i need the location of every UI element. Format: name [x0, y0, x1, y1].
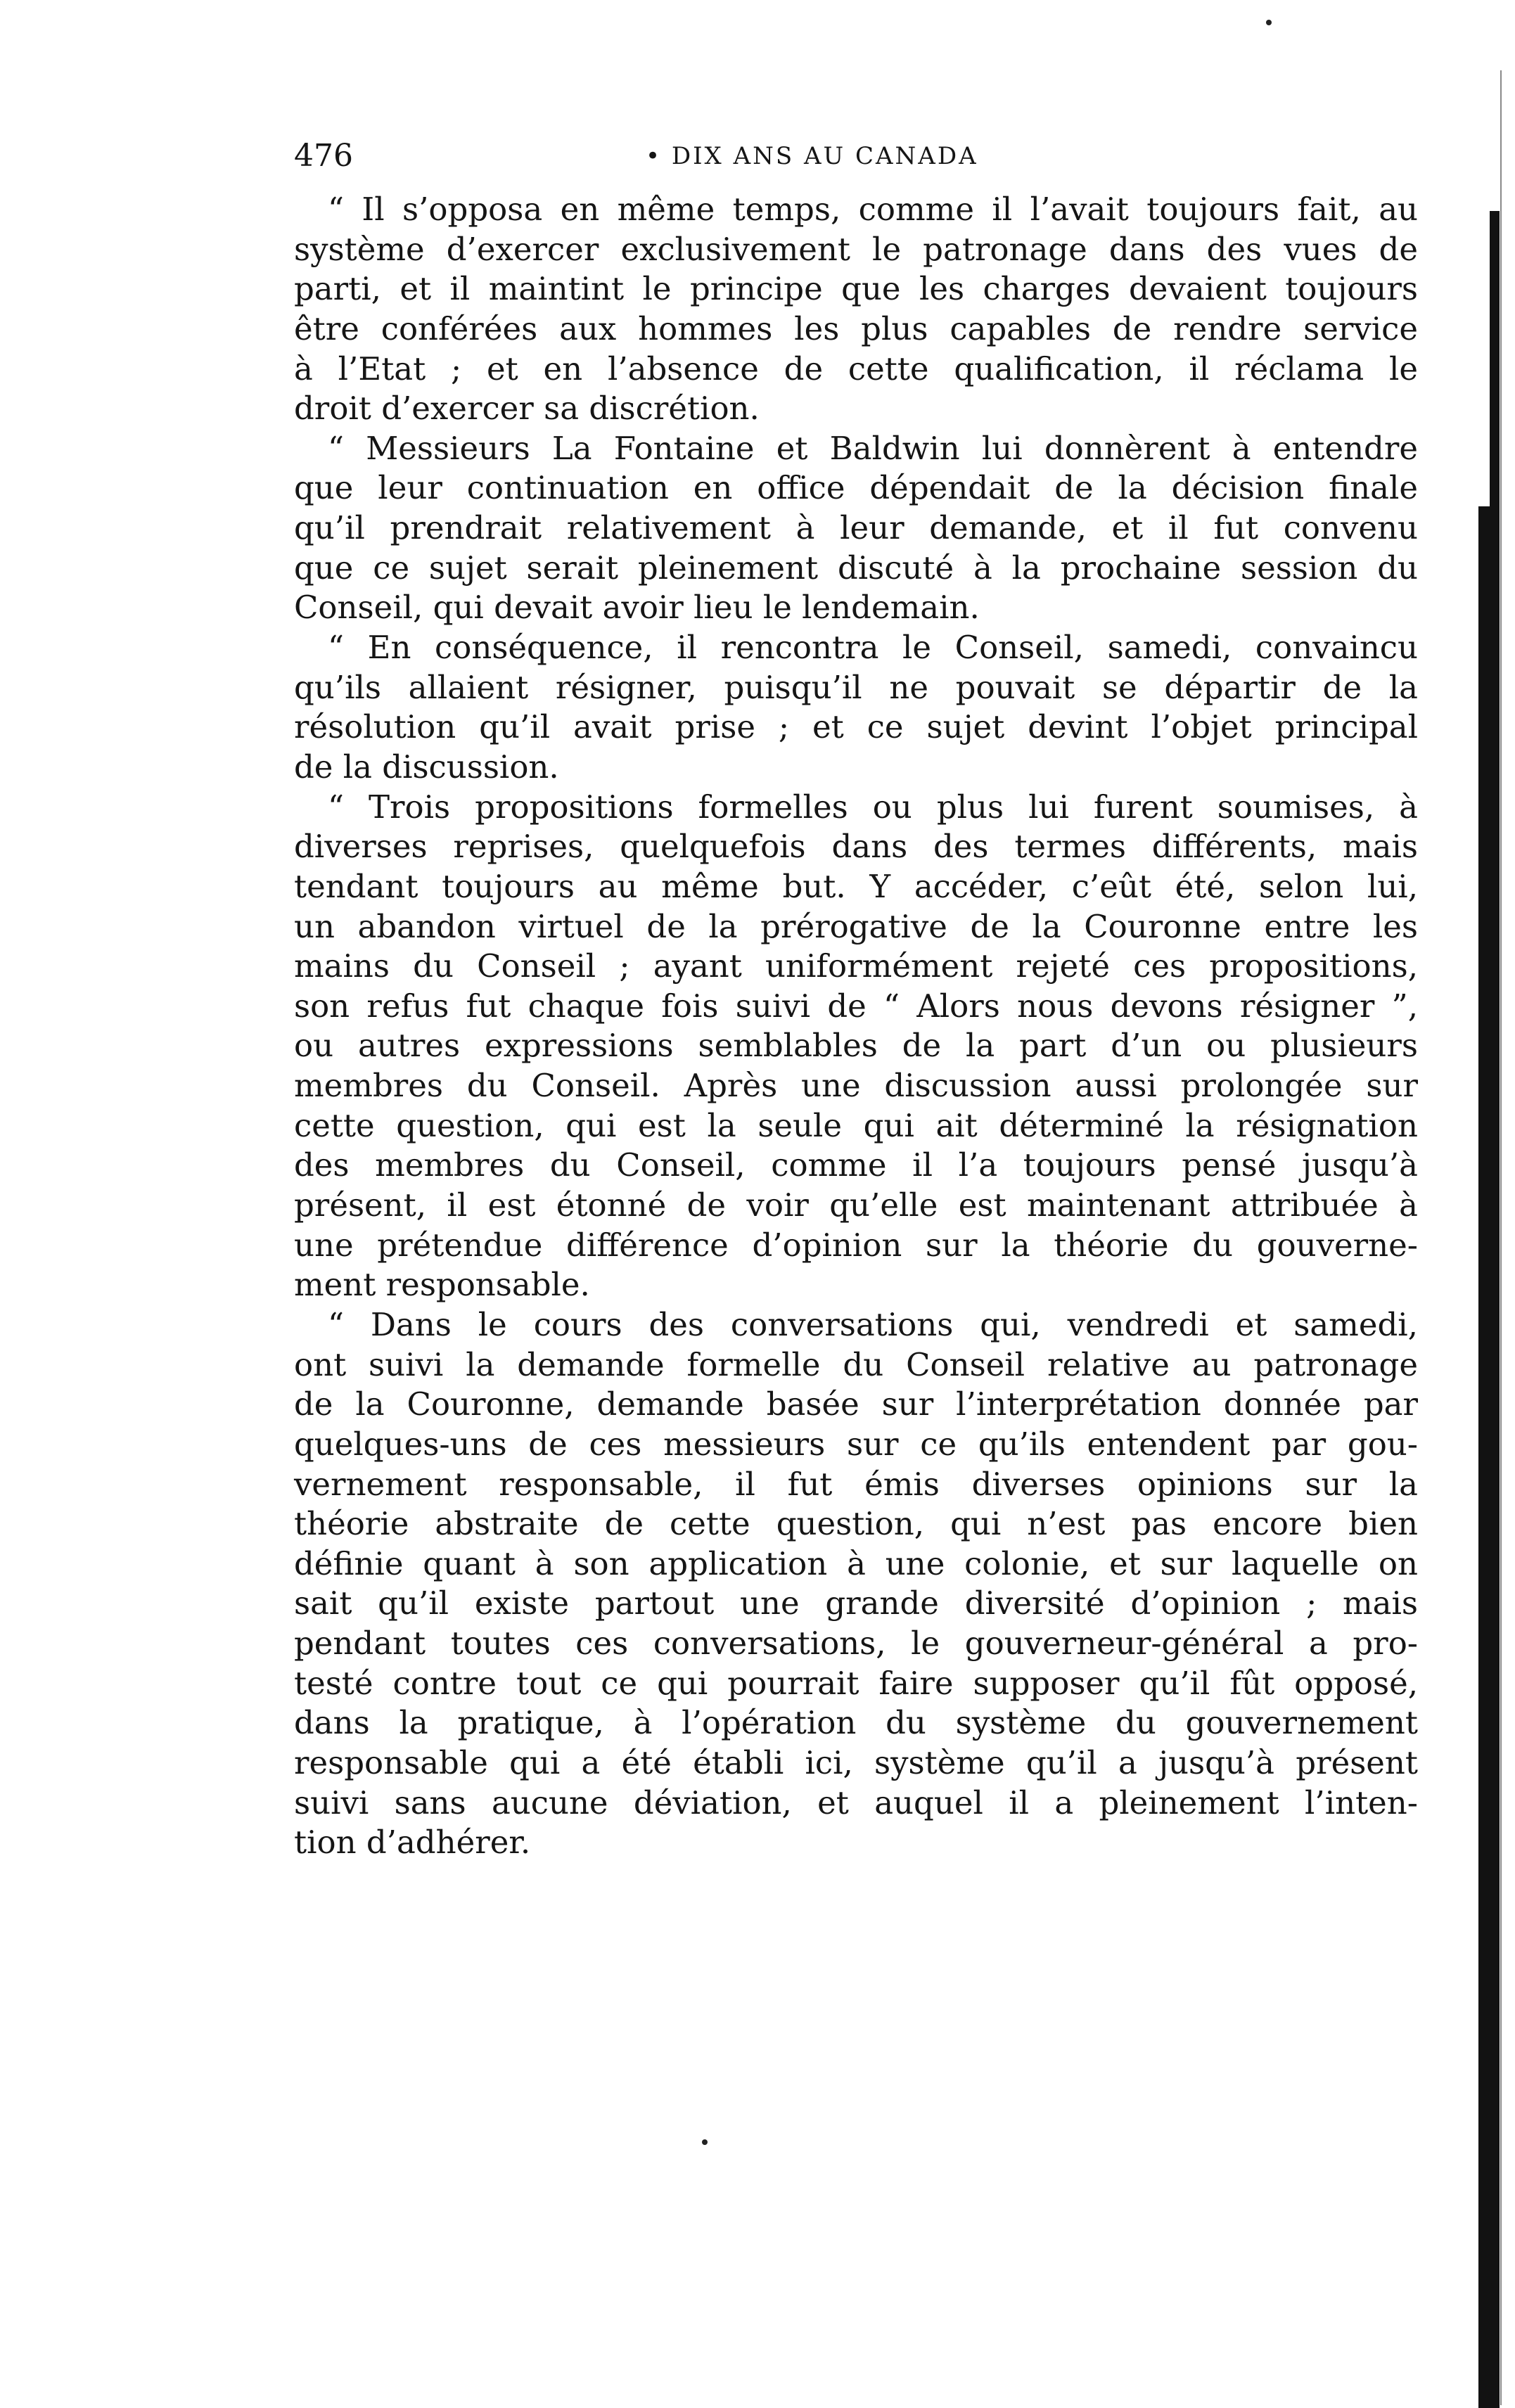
text-line: de la Couronne, demande basée sur l’interprétation donnée par [294, 1385, 1418, 1423]
text-line: “ Messieurs La Fontaine et Baldwin lui donnèrent à entendre [328, 429, 1418, 467]
scan-edge-line [1500, 70, 1502, 2405]
text-line: que ce sujet serait pleinement discuté à la prochaine session du [294, 549, 1418, 587]
text-line: “ Trois propositions formelles ou plus lui furent soumises, à [328, 788, 1418, 826]
text-line: suivi sans aucune déviation, et auquel il a pleinement l’inten- [294, 1783, 1418, 1821]
text-line: membres du Conseil. Après une discussion aussi prolongée sur [294, 1067, 1418, 1105]
scan-speck [1266, 20, 1272, 25]
text-line: droit d’exercer sa discrétion. [294, 390, 760, 428]
paragraph [294, 628, 1418, 788]
text-line: Conseil, qui devait avoir lieu le lendemain. [294, 589, 980, 627]
scan-edge-shadow-top [1490, 211, 1500, 506]
text-line: sait qu’il existe partout une grande diversité d’opinion ; mais [294, 1584, 1418, 1622]
text-line: ment responsable. [294, 1266, 590, 1304]
text-line: responsable qui a été établi ici, système qu’il a jusqu’à présent [294, 1743, 1418, 1781]
text-line: définie quant à son application à une colonie, et sur laquelle on [294, 1544, 1418, 1582]
running-head: • DIX ANS AU CANADA [646, 142, 978, 170]
text-line: vernement responsable, il fut émis diverses opinions sur la [294, 1465, 1418, 1503]
page-number: 476 [294, 138, 353, 174]
text-line: résolution qu’il avait prise ; et ce sujet devint l’objet principal [294, 708, 1418, 746]
text-line: son refus fut chaque fois suivi de “ Alors nous devons résigner ”, [294, 987, 1418, 1025]
text-line: une prétendue différence d’opinion sur la théorie du gouverne- [294, 1226, 1418, 1264]
text-line: cette question, qui est la seule qui ait déterminé la résignation [294, 1106, 1418, 1144]
text-line: des membres du Conseil, comme il l’a toujours pensé jusqu’à [294, 1146, 1418, 1184]
text-line: un abandon virtuel de la prérogative de la Couronne entre les [294, 907, 1418, 945]
text-line: qu’il prendrait relativement à leur demande, et il fut convenu [294, 509, 1418, 547]
text-line: de la discussion. [294, 748, 559, 786]
text-line: “ Dans le cours des conversations qui, vendredi et samedi, [328, 1305, 1418, 1343]
text-line: parti, et il maintint le principe que les charges devaient toujours [294, 270, 1418, 308]
text-line: testé contre tout ce qui pourrait faire supposer qu’il fût opposé, [294, 1664, 1418, 1702]
paragraph [294, 429, 1418, 628]
text-line: qu’ils allaient résigner, puisqu’il ne pouvait se départir de la [294, 668, 1418, 706]
text-line: être conférées aux hommes les plus capables de rendre service [294, 309, 1418, 347]
page-header [294, 135, 1490, 177]
text-line: “ Il s’opposa en même temps, comme il l’avait toujours fait, au [328, 191, 1418, 228]
text-line: théorie abstraite de cette question, qui n’est pas encore bien [294, 1505, 1418, 1543]
text-line: tendant toujours au même but. Y accéder, c’eût été, selon lui, [294, 867, 1418, 905]
text-line: diverses reprises, quelquefois dans des termes différents, mais [294, 828, 1418, 866]
text-line: mains du Conseil ; ayant uniformément rejeté ces propositions, [294, 947, 1418, 985]
text-line: présent, il est étonné de voir qu’elle est maintenant attribuée à [294, 1186, 1418, 1224]
paragraph [294, 1305, 1418, 1863]
text-line: système d’exercer exclusivement le patronage dans des vues de [294, 230, 1418, 268]
text-line: pendant toutes ces conversations, le gouverneur-général a pro- [294, 1625, 1418, 1663]
text-line: tion d’adhérer. [294, 1824, 531, 1862]
paragraph [294, 190, 1418, 429]
body-text [294, 190, 1418, 1863]
text-line: ou autres expressions semblables de la part d’un ou plusieurs [294, 1027, 1418, 1065]
scan-speck [702, 2139, 708, 2145]
text-line: dans la pratique, à l’opération du système du gouvernement [294, 1704, 1418, 1742]
scan-edge-shadow [1478, 506, 1500, 2408]
text-line: “ En conséquence, il rencontra le Conseil, samedi, convaincu [328, 629, 1418, 667]
text-line: quelques-uns de ces messieurs sur ce qu’ils entendent par gou- [294, 1425, 1418, 1463]
text-line: à l’Etat ; et en l’absence de cette qualification, il réclama le [294, 350, 1418, 388]
text-line: ont suivi la demande formelle du Conseil relative au patronage [294, 1345, 1418, 1383]
paragraph [294, 788, 1418, 1305]
text-line: que leur continuation en office dépendait de la décision finale [294, 469, 1418, 507]
